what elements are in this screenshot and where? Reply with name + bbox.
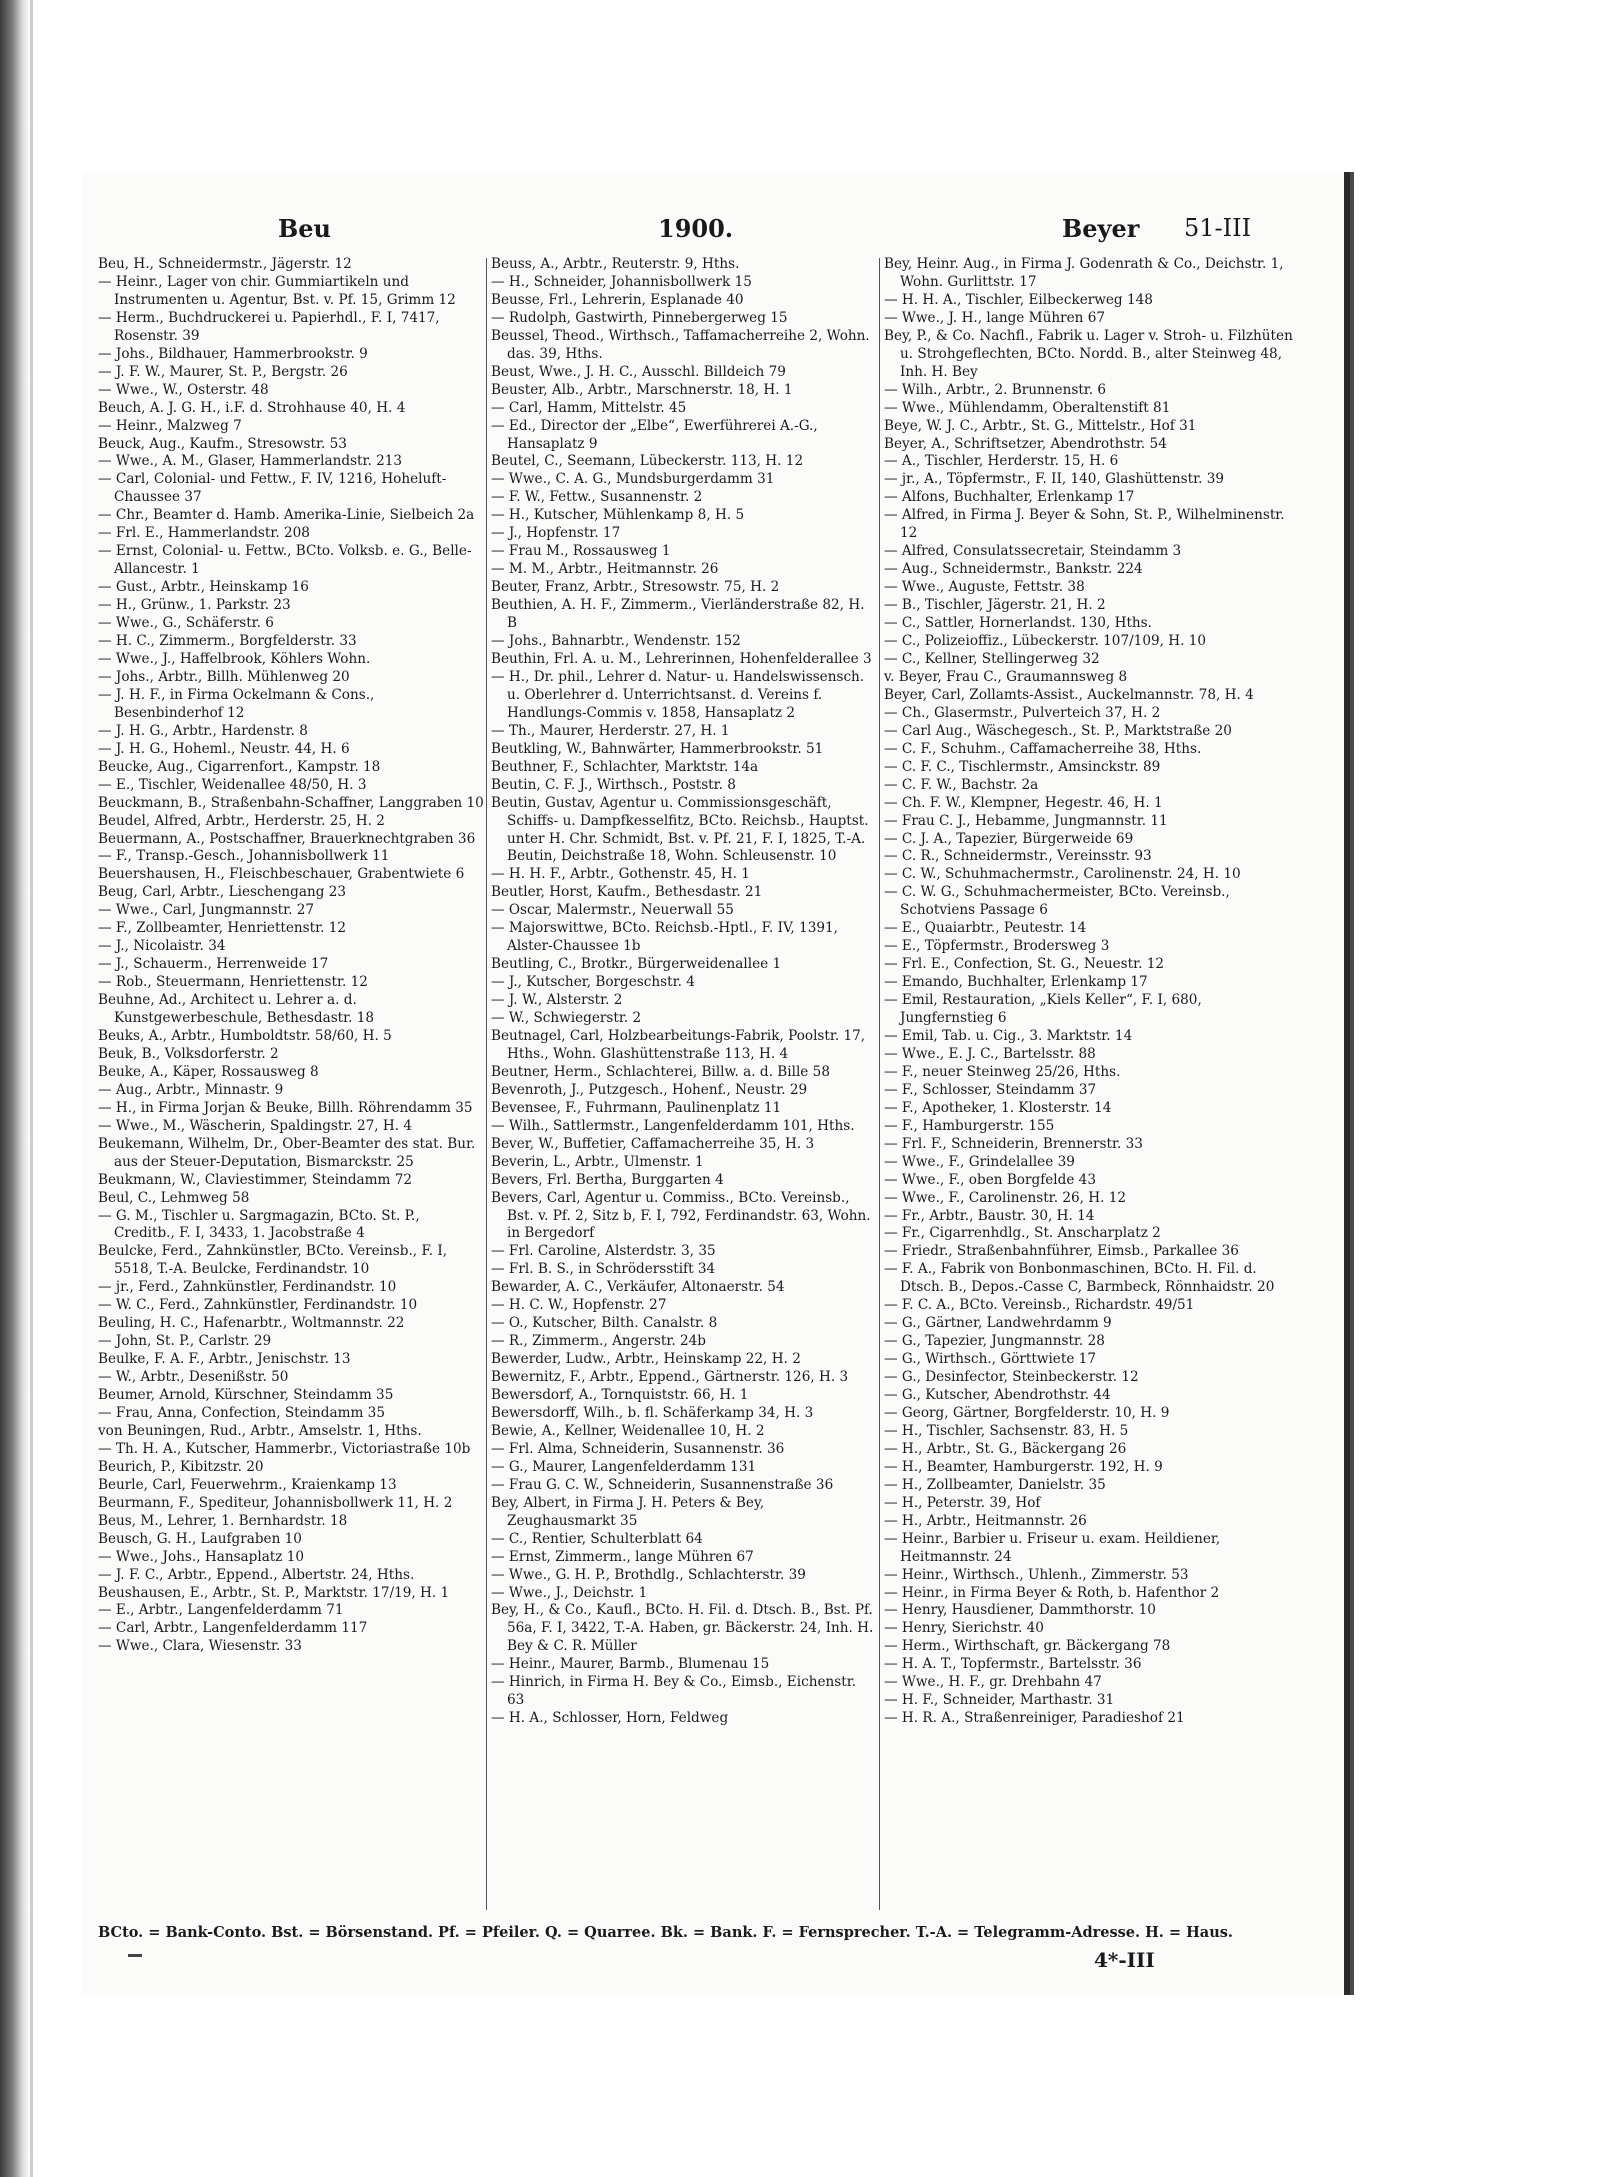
directory-entry: — E., Quaiarbtr., Peutestr. 14	[884, 920, 1087, 937]
directory-entry: — G., Gärtner, Landwehrdamm 9	[884, 1315, 1112, 1332]
directory-entry: — Chr., Beamter d. Hamb. Amerika-Linie, Sielbeich 2a	[98, 507, 475, 524]
directory-entry: — F. C. A., BCto. Vereinsb., Richardstr. 49/51	[884, 1297, 1195, 1314]
directory-entry: — Wwe., E. J. C., Bartelsstr. 88	[884, 1045, 1096, 1062]
scan-edge	[30, 0, 33, 2177]
directory-entry: — jr., Ferd., Zahnkünstler, Ferdinandstr. 10	[98, 1279, 397, 1296]
directory-entry: — J. H. G., Arbtr., Hardenstr. 8	[98, 722, 308, 739]
directory-entry: — H. C., Zimmerm., Borgfelderstr. 33	[98, 633, 357, 650]
directory-entry: — C. F. C., Tischlermstr., Amsinckstr. 89	[884, 758, 1161, 775]
column-rule	[486, 258, 487, 1910]
directory-entry: — E., Arbtr., Langenfelderdamm 71	[98, 1602, 344, 1619]
directory-entry: Beurmann, F., Spediteur, Johannisbollwerk 11, H. 2	[98, 1494, 453, 1511]
directory-entry: — Wwe., H. F., gr. Drehbahn 47	[884, 1674, 1102, 1691]
directory-entry: — Frl. Caroline, Alsterdstr. 3, 35	[491, 1243, 716, 1260]
directory-entry: Bewie, A., Kellner, Weidenallee 10, H. 2	[491, 1422, 765, 1439]
directory-entry: — Wwe., J., Haffelbrook, Köhlers Wohn.	[98, 650, 371, 667]
directory-entry: Beuter, Franz, Arbtr., Stresowstr. 75, H. 2	[491, 579, 780, 596]
directory-entry: Bewersdorf, A., Tornquiststr. 66, H. 1	[491, 1387, 749, 1404]
directory-entry: Bevers, Frl. Bertha, Burggarten 4	[491, 1171, 724, 1188]
directory-entry: — H., in Firma Jorjan & Beuke, Billh. Röhrendamm 35	[98, 1099, 473, 1116]
directory-entry: — C. W., Schuhmachermstr., Carolinenstr. 24, H. 10	[884, 866, 1241, 883]
directory-entry: — Wwe., F., oben Borgfelde 43	[884, 1171, 1096, 1188]
directory-column-3	[884, 256, 1296, 1911]
directory-entry: — Wwe., Mühlendamm, Oberaltenstift 81	[884, 399, 1171, 416]
directory-entry: — H. A., Schlosser, Horn, Feldweg	[491, 1710, 729, 1727]
directory-entry: Beverin, L., Arbtr., Ulmenstr. 1	[491, 1153, 704, 1170]
directory-entry: — Johs., Arbtr., Billh. Mühlenweg 20	[98, 668, 350, 685]
directory-entry: — B., Tischler, Jägerstr. 21, H. 2	[884, 597, 1106, 614]
directory-entry: — Frau M., Rossausweg 1	[491, 543, 671, 560]
directory-entry: — Carl Aug., Wäschegesch., St. P., Marktstraße 20	[884, 722, 1232, 739]
directory-entry: — Wwe., F., Grindelallee 39	[884, 1153, 1075, 1170]
directory-entry: — H., Tischler, Sachsenstr. 83, H. 5	[884, 1422, 1129, 1439]
directory-entry: — W. C., Ferd., Zahnkünstler, Ferdinandstr. 10	[98, 1297, 418, 1314]
directory-entry: Beyer, Carl, Zollamts-Assist., Auckelmannstr. 78, H. 4	[884, 686, 1254, 703]
directory-entry: — J. F. W., Maurer, St. P., Bergstr. 26	[98, 363, 348, 380]
directory-entry: — Aug., Arbtr., Minnastr. 9	[98, 1081, 284, 1098]
directory-entry: Bevers, Carl, Agentur u. Commiss., BCto. Vereinsb., Bst. v. Pf. 2, Sitz b, F. I, 792, Ferdinandstr. 63, Wohn. in Bergedorf	[491, 1189, 871, 1242]
directory-entry: — H. A. T., Topfermstr., Bartelsstr. 36	[884, 1656, 1142, 1673]
directory-entry: Bever, W., Buffetier, Caffamacherreihe 35, H. 3	[491, 1135, 815, 1152]
directory-entry: — Wwe., C. A. G., Mundsburgerdamm 31	[491, 471, 775, 488]
directory-entry: Beutin, C. F. J., Wirthsch., Poststr. 8	[491, 776, 736, 793]
directory-entry: — Georg, Gärtner, Borgfelderstr. 10, H. 9	[884, 1405, 1170, 1421]
directory-entry: Beye, W. J. C., Arbtr., St. G., Mittelstr., Hof 31	[884, 417, 1197, 434]
directory-entry: Bewersdorff, Wilh., b. fl. Schäferkamp 34, H. 3	[491, 1405, 814, 1421]
directory-entry: — J. H. G., Hoheml., Neustr. 44, H. 6	[98, 740, 350, 757]
directory-entry: — C., Polizeioffiz., Lübeckerstr. 107/109, H. 10	[884, 633, 1207, 650]
directory-entry: — Ed., Director der „Elbe“, Ewerführerei A.-G., Hansaplatz 9	[491, 417, 818, 452]
directory-entry: — G., Wirthsch., Görttwiete 17	[884, 1351, 1096, 1368]
directory-entry: — H. F., Schneider, Marthastr. 31	[884, 1692, 1115, 1709]
directory-entry: — Henry, Sierichstr. 40	[884, 1620, 1044, 1637]
directory-entry: — Ernst, Zimmerm., lange Mühren 67	[491, 1548, 754, 1565]
directory-entry: Beuckmann, B., Straßenbahn-Schaffner, Langgraben 10	[98, 794, 484, 811]
directory-entry: Beudel, Alfred, Arbtr., Herderstr. 25, H. 2	[98, 812, 385, 829]
directory-entry: — Heinr., Lager von chir. Gummiartikeln und Instrumenten u. Agentur, Bst. v. Pf. 15, Grimm 12	[98, 273, 456, 308]
directory-entry: — H. H. A., Tischler, Eilbeckerweg 148	[884, 291, 1153, 308]
directory-entry: — Heinr., Maurer, Barmb., Blumenau 15	[491, 1656, 770, 1673]
directory-entry: — Th. H. A., Kutscher, Hammerbr., Victoriastraße 10b	[98, 1440, 471, 1457]
directory-entry: — Wwe., W., Osterstr. 48	[98, 381, 269, 398]
directory-entry: — W., Arbtr., Desenißstr. 50	[98, 1369, 289, 1386]
directory-entry: Beus, M., Lehrer, 1. Bernhardstr. 18	[98, 1512, 348, 1529]
directory-entry: — Wwe., Johs., Hansaplatz 10	[98, 1548, 305, 1565]
directory-entry: — Emando, Buchhalter, Erlenkamp 17	[884, 974, 1148, 991]
directory-entry: — Ch. F. W., Klempner, Hegestr. 46, H. 1	[884, 794, 1163, 811]
directory-entry: — J. H. F., in Firma Ockelmann & Cons., Besenbinderhof 12	[98, 686, 375, 721]
directory-entry: — Heinr., in Firma Beyer & Roth, b. Hafenthor 2	[884, 1584, 1220, 1601]
directory-entry: — Heinr., Barbier u. Friseur u. exam. Heildiener, Heitmannstr. 24	[884, 1530, 1221, 1565]
print-mark	[128, 1954, 142, 1957]
directory-entry: — Heinr., Malzweg 7	[98, 417, 242, 434]
directory-entry: — Rob., Steuermann, Henriettenstr. 12	[98, 974, 368, 991]
directory-entry: — Alfons, Buchhalter, Erlenkamp 17	[884, 489, 1135, 506]
directory-entry: — C., Kellner, Stellingerweg 32	[884, 650, 1100, 667]
directory-entry: Beutel, C., Seemann, Lübeckerstr. 113, H. 12	[491, 453, 804, 470]
directory-entry: Beuermann, A., Postschaffner, Brauerknechtgraben 36	[98, 830, 476, 847]
directory-entry: Bey, H., & Co., Kaufl., BCto. H. Fil. d. Dtsch. B., Bst. Pf. 56a, F. I, 3422, T.-A. Haben, gr. Bäckerstr. 24, Inh. H. Bey & C. R. Müller	[491, 1602, 874, 1655]
directory-entry: — E., Töpfermstr., Brodersweg 3	[884, 938, 1110, 955]
directory-entry: — Heinr., Wirthsch., Uhlenh., Zimmerstr. 53	[884, 1566, 1189, 1583]
directory-entry: — H., Zollbeamter, Danielstr. 35	[884, 1476, 1106, 1493]
directory-entry: Bewarder, A. C., Verkäufer, Altonaerstr. 54	[491, 1279, 785, 1296]
directory-entry: Beul, C., Lehmweg 58	[98, 1189, 250, 1206]
directory-entry: — G., Maurer, Langenfelderdamm 131	[491, 1458, 757, 1475]
directory-entry: — C. R., Schneidermstr., Vereinsstr. 93	[884, 848, 1152, 865]
directory-entry: Beuch, A. J. G. H., i.F. d. Strohhause 40, H. 4	[98, 399, 406, 416]
directory-column-1	[98, 256, 484, 1911]
directory-entry: — O., Kutscher, Bilth. Canalstr. 8	[491, 1315, 718, 1332]
directory-entry: — F. A., Fabrik von Bonbonmaschinen, BCto. H. Fil. d. Dtsch. B., Depos.-Casse C, Barmbeck, Rönnhaidstr. 20	[884, 1261, 1275, 1296]
directory-entry: — H. C. W., Hopfenstr. 27	[491, 1297, 667, 1314]
directory-entry: — G., Tapezier, Jungmannstr. 28	[884, 1333, 1105, 1350]
directory-entry: — H., Arbtr., Heitmannstr. 26	[884, 1512, 1087, 1529]
directory-entry: — Carl, Hamm, Mittelstr. 45	[491, 399, 687, 416]
directory-entry: — Fr., Arbtr., Baustr. 30, H. 14	[884, 1207, 1095, 1224]
directory-entry: — John, St. P., Carlstr. 29	[98, 1333, 272, 1350]
directory-entry: Bevenroth, J., Putzgesch., Hohenf., Neustr. 29	[491, 1081, 808, 1098]
directory-entry: — H., Grünw., 1. Parkstr. 23	[98, 597, 291, 614]
directory-entry: — Johs., Bahnarbtr., Wendenstr. 152	[491, 633, 741, 650]
abbreviation-legend: BCto. = Bank-Conto. Bst. = Börsenstand. Pf. = Pfeiler. Q. = Quarree. Bk. = Bank. F. = Fernsprecher. T.-A. = Telegramm-Adresse. H. = Haus.	[98, 1924, 1233, 1941]
directory-entry: Beucke, Aug., Cigarrenfort., Kampstr. 18	[98, 758, 381, 775]
directory-entry: Beuck, Aug., Kaufm., Stresowstr. 53	[98, 435, 347, 452]
page-number: 51-III	[1184, 214, 1252, 242]
directory-entry: — C., Sattler, Hornerlandst. 130, Hths.	[884, 615, 1152, 632]
directory-entry: — H., Dr. phil., Lehrer d. Natur- u. Handelswissensch. u. Oberlehrer d. Unterrichtsanst. d. Vereins f. Handlungs-Commis v. 1858, Hansaplatz 2	[491, 668, 865, 721]
directory-entry: — Wwe., G., Schäferstr. 6	[98, 615, 274, 632]
directory-entry: Beuthner, F., Schlachter, Marktstr. 14a	[491, 758, 759, 775]
directory-entry: Beust, Wwe., J. H. C., Ausschl. Billdeich 79	[491, 363, 786, 380]
directory-entry: — Wwe., A. M., Glaser, Hammerlandstr. 213	[98, 453, 403, 470]
directory-entry: — Carl, Arbtr., Langenfelderdamm 117	[98, 1620, 368, 1637]
directory-entry: Beug, Carl, Arbtr., Lieschengang 23	[98, 884, 347, 901]
directory-entry: — Wwe., J., Deichstr. 1	[491, 1584, 648, 1601]
directory-entry: — Aug., Schneidermstr., Bankstr. 224	[884, 561, 1143, 578]
directory-entry: Beuhne, Ad., Architect u. Lehrer a. d. Kunstgewerbeschule, Bethesdastr. 18	[98, 992, 375, 1027]
directory-entry: — H., Kutscher, Mühlenkamp 8, H. 5	[491, 507, 745, 524]
signature-mark: 4*-III	[1094, 1948, 1155, 1972]
directory-entry: — J. F. C., Arbtr., Eppend., Albertstr. 24, Hths.	[98, 1566, 415, 1583]
directory-entry: — Frau G. C. W., Schneiderin, Susannenstraße 36	[491, 1476, 834, 1493]
directory-entry: — F., Hamburgerstr. 155	[884, 1117, 1055, 1134]
directory-entry: — W., Schwiegerstr. 2	[491, 1010, 642, 1027]
directory-entry: — Wwe., Auguste, Fettstr. 38	[884, 579, 1085, 596]
directory-entry: — J., Nicolaistr. 34	[98, 938, 226, 955]
directory-entry: — Gust., Arbtr., Heinskamp 16	[98, 579, 309, 596]
directory-entry: — F., Zollbeamter, Henriettenstr. 12	[98, 920, 347, 937]
directory-entry: Beumer, Arnold, Kürschner, Steindamm 35	[98, 1387, 394, 1404]
directory-entry: — jr., A., Töpfermstr., F. II, 140, Glashüttenstr. 39	[884, 471, 1225, 488]
directory-entry: Beulcke, Ferd., Zahnkünstler, BCto. Vereinsb., F. I, 5518, T.-A. Beulcke, Ferdinandstr. 10	[98, 1243, 448, 1278]
directory-entry: — Frl. F., Schneiderin, Brennerstr. 33	[884, 1135, 1143, 1152]
directory-entry: — F., neuer Steinweg 25/26, Hths.	[884, 1063, 1121, 1080]
directory-entry: — J., Schauerm., Herrenweide 17	[98, 956, 329, 973]
directory-entry: — Johs., Bildhauer, Hammerbrookstr. 9	[98, 345, 368, 362]
directory-entry: Beuthin, Frl. A. u. M., Lehrerinnen, Hohenfelderallee 3	[491, 650, 872, 667]
directory-entry: — C. F., Schuhm., Caffamacherreihe 38, Hths.	[884, 740, 1202, 757]
directory-entry: — C. J. A., Tapezier, Bürgerweide 69	[884, 830, 1134, 847]
directory-entry: Beulke, F. A. F., Arbtr., Jenischstr. 13	[98, 1351, 351, 1368]
directory-entry: — M. M., Arbtr., Heitmannstr. 26	[491, 561, 719, 578]
directory-entry: — H., Peterstr. 39, Hof	[884, 1494, 1041, 1511]
directory-entry: v. Beyer, Frau C., Graumannsweg 8	[884, 668, 1128, 685]
directory-entry: Beutner, Herm., Schlachterei, Billw. a. d. Bille 58	[491, 1063, 830, 1080]
directory-entry: Beuke, A., Käper, Rossausweg 8	[98, 1063, 319, 1080]
directory-entry: Beutnagel, Carl, Holzbearbeitungs-Fabrik, Poolstr. 17, Hths., Wohn. Glashüttenstraße 113, H. 4	[491, 1027, 866, 1062]
directory-entry: — G., Kutscher, Abendrothstr. 44	[884, 1387, 1111, 1404]
directory-entry: — C. W. G., Schuhmachermeister, BCto. Vereinsb., Schotviens Passage 6	[884, 884, 1230, 919]
directory-entry: — Emil, Restauration, „Kiels Keller“, F. I, 680, Jungfernstieg 6	[884, 992, 1202, 1027]
directory-entry: — Herm., Wirthschaft, gr. Bäckergang 78	[884, 1638, 1171, 1655]
directory-entry: — Wwe., J. H., lange Mühren 67	[884, 309, 1106, 326]
directory-entry: — F., Schlosser, Steindamm 37	[884, 1081, 1097, 1098]
directory-entry: Beutler, Horst, Kaufm., Bethesdastr. 21	[491, 884, 763, 901]
book-binding-edge	[0, 0, 30, 2177]
directory-entry: — Rudolph, Gastwirth, Pinnebergerweg 15	[491, 309, 788, 326]
directory-entry: — Alfred, in Firma J. Beyer & Sohn, St. P., Wilhelminenstr. 12	[884, 507, 1285, 542]
directory-entry: — J. W., Alsterstr. 2	[491, 992, 623, 1009]
directory-entry: — Oscar, Malermstr., Neuerwall 55	[491, 902, 734, 919]
directory-entry: — C. F. W., Bachstr. 2a	[884, 776, 1039, 793]
directory-entry: — Wwe., F., Carolinenstr. 26, H. 12	[884, 1189, 1127, 1206]
directory-entry: — Frl. E., Confection, St. G., Neuestr. 12	[884, 956, 1165, 973]
directory-entry: Bevensee, F., Fuhrmann, Paulinenplatz 11	[491, 1099, 782, 1116]
directory-entry: — Herm., Buchdruckerei u. Papierhdl., F. I, 7417, Rosenstr. 39	[98, 309, 440, 344]
directory-entry: — J., Hopfenstr. 17	[491, 525, 621, 542]
directory-entry: — H., Beamter, Hamburgerstr. 192, H. 9	[884, 1458, 1163, 1475]
directory-entry: — Wwe., Carl, Jungmannstr. 27	[98, 902, 315, 919]
directory-entry: — H. H. F., Arbtr., Gothenstr. 45, H. 1	[491, 866, 750, 883]
directory-entry: — Th., Maurer, Herderstr. 27, H. 1	[491, 722, 730, 739]
directory-entry: Bey, Albert, in Firma J. H. Peters & Bey, Zeughausmarkt 35	[491, 1494, 765, 1529]
directory-entry: — E., Tischler, Weidenallee 48/50, H. 3	[98, 776, 367, 793]
directory-entry: — Frau, Anna, Confection, Steindamm 35	[98, 1405, 385, 1421]
directory-entry: Beurle, Carl, Feuerwehrm., Kraienkamp 13	[98, 1476, 397, 1493]
directory-entry: — Wwe., M., Wäscherin, Spaldingstr. 27, H. 4	[98, 1117, 413, 1134]
directory-entry: — H. R. A., Straßenreiniger, Paradieshof 21	[884, 1710, 1185, 1727]
directory-entry: — J., Kutscher, Borgeschstr. 4	[491, 974, 695, 991]
directory-entry: — Ernst, Colonial- u. Fettw., BCto. Volksb. e. G., Belle-Allancestr. 1	[98, 543, 472, 578]
directory-entry: — Frl. B. S., in Schrödersstift 34	[491, 1261, 716, 1278]
directory-entry: Beutling, C., Brotkr., Bürgerweidenallee 1	[491, 956, 782, 973]
directory-entry: — F. W., Fettw., Susannenstr. 2	[491, 489, 703, 506]
directory-entry: Bey, Heinr. Aug., in Firma J. Godenrath & Co., Deichstr. 1, Wohn. Gurlittstr. 17	[884, 256, 1284, 290]
directory-entry: Beurich, P., Kibitzstr. 20	[98, 1458, 264, 1475]
directory-entry: — Frl. Alma, Schneiderin, Susannenstr. 36	[491, 1440, 785, 1457]
directory-entry: — Frl. E., Hammerlandstr. 208	[98, 525, 310, 542]
directory-entry: — Ch., Glasermstr., Pulverteich 37, H. 2	[884, 704, 1161, 721]
directory-entry: Beukmann, W., Claviestimmer, Steindamm 72	[98, 1171, 413, 1188]
directory-entry: Beushausen, E., Arbtr., St. P., Marktstr. 17/19, H. 1	[98, 1584, 450, 1601]
directory-entry: — H., Schneider, Johannisbollwerk 15	[491, 273, 752, 290]
directory-entry: Beuss, A., Arbtr., Reuterstr. 9, Hths.	[491, 256, 740, 272]
directory-entry: — Wilh., Sattlermstr., Langenfelderdamm 101, Hths.	[491, 1117, 855, 1134]
directory-entry: Beuthien, A. H. F., Zimmerm., Vierländerstraße 82, H. B	[491, 597, 865, 632]
directory-entry: — F., Transp.-Gesch., Johannisbollwerk 11	[98, 848, 390, 865]
directory-entry: Bey, P., & Co. Nachfl., Fabrik u. Lager v. Stroh- u. Filzhüten u. Strohgeflechten, BCto. Nordd. B., alter Steinweg 48, Inh. H. Bey	[884, 327, 1293, 380]
directory-entry: Beuling, H. C., Hafenarbtr., Woltmannstr. 22	[98, 1315, 405, 1332]
directory-entry: — Friedr., Straßenbahnführer, Eimsb., Parkallee 36	[884, 1243, 1239, 1260]
directory-entry: Beuershausen, H., Fleischbeschauer, Grabentwiete 6	[98, 866, 465, 883]
directory-entry: Bewerder, Ludw., Arbtr., Heinskamp 22, H. 2	[491, 1351, 801, 1368]
directory-entry: Beutkling, W., Bahnwärter, Hammerbrookstr. 51	[491, 740, 824, 757]
directory-entry: — G. M., Tischler u. Sargmagazin, BCto. St. P., Creditb., F. I, 3433, 1. Jacobstraße 4	[98, 1207, 420, 1242]
directory-column-2	[491, 256, 877, 1911]
directory-entry: — Henry, Hausdiener, Dammthorstr. 10	[884, 1602, 1156, 1619]
directory-entry: — Carl, Colonial- und Fettw., F. IV, 1216, Hoheluft-Chaussee 37	[98, 471, 447, 506]
directory-entry: Beu, H., Schneidermstr., Jägerstr. 12	[98, 256, 352, 272]
directory-entry: Bewernitz, F., Arbtr., Eppend., Gärtnerstr. 126, H. 3	[491, 1369, 849, 1386]
directory-entry: — Fr., Cigarrenhdlg., St. Anscharplatz 2	[884, 1225, 1161, 1242]
page-header	[98, 214, 1338, 250]
header-left-keyword: Beu	[278, 214, 332, 243]
header-year: 1900.	[658, 214, 734, 243]
directory-entry: — Emil, Tab. u. Cig., 3. Marktstr. 14	[884, 1027, 1133, 1044]
directory-entry: von Beuningen, Rud., Arbtr., Amselstr. 1, Hths.	[98, 1422, 422, 1439]
directory-entry: Beukemann, Wilhelm, Dr., Ober-Beamter des stat. Bur. aus der Steuer-Deputation, Bismarckstr. 25	[98, 1135, 476, 1170]
directory-entry: — C., Rentier, Schulterblatt 64	[491, 1530, 703, 1547]
directory-entry: Beyer, A., Schriftsetzer, Abendrothstr. 54	[884, 435, 1167, 452]
directory-entry: — F., Apotheker, 1. Klosterstr. 14	[884, 1099, 1112, 1116]
directory-entry: — Majorswittwe, BCto. Reichsb.-Hptl., F. IV, 1391, Alster-Chaussee 1b	[491, 920, 838, 955]
directory-entry: Beuk, B., Volksdorferstr. 2	[98, 1045, 279, 1062]
directory-entry: — A., Tischler, Herderstr. 15, H. 6	[884, 453, 1119, 470]
directory-entry: — R., Zimmerm., Angerstr. 24b	[491, 1333, 706, 1350]
directory-entry: — G., Desinfector, Steinbeckerstr. 12	[884, 1369, 1139, 1386]
directory-entry: — Alfred, Consulatssecretair, Steindamm 3	[884, 543, 1182, 560]
directory-entry: — Wwe., Clara, Wiesenstr. 33	[98, 1638, 302, 1655]
directory-entry: Beusch, G. H., Laufgraben 10	[98, 1530, 302, 1547]
directory-entry: Beusse, Frl., Lehrerin, Esplanade 40	[491, 291, 744, 308]
directory-entry: — Frau C. J., Hebamme, Jungmannstr. 11	[884, 812, 1168, 829]
header-right-keyword: Beyer	[1062, 214, 1140, 243]
directory-entry: — Hinrich, in Firma H. Bey & Co., Eimsb., Eichenstr. 63	[491, 1674, 857, 1709]
directory-entry: Beussel, Theod., Wirthsch., Taffamacherreihe 2, Wohn. das. 39, Hths.	[491, 327, 870, 362]
column-rule	[879, 258, 880, 1910]
directory-entry: — H., Arbtr., St. G., Bäckergang 26	[884, 1440, 1127, 1457]
directory-entry: — Wilh., Arbtr., 2. Brunnenstr. 6	[884, 381, 1107, 398]
directory-entry: — Wwe., G. H. P., Brothdlg., Schlachterstr. 39	[491, 1566, 806, 1583]
directory-entry: Beuster, Alb., Arbtr., Marschnerstr. 18, H. 1	[491, 381, 793, 398]
directory-entry: Beuks, A., Arbtr., Humboldtstr. 58/60, H. 5	[98, 1027, 392, 1044]
directory-entry: Beutin, Gustav, Agentur u. Commissionsgeschäft, Schiffs- u. Dampfkesselfitz, BCto. Reichsb., Hauptst. unter H. Chr. Schmidt, Bst. v. Pf. 21, F. I, 1825, T.-A. Beutin, Deichstraße 18, Wohn. Schleusenstr. 10	[491, 794, 869, 865]
